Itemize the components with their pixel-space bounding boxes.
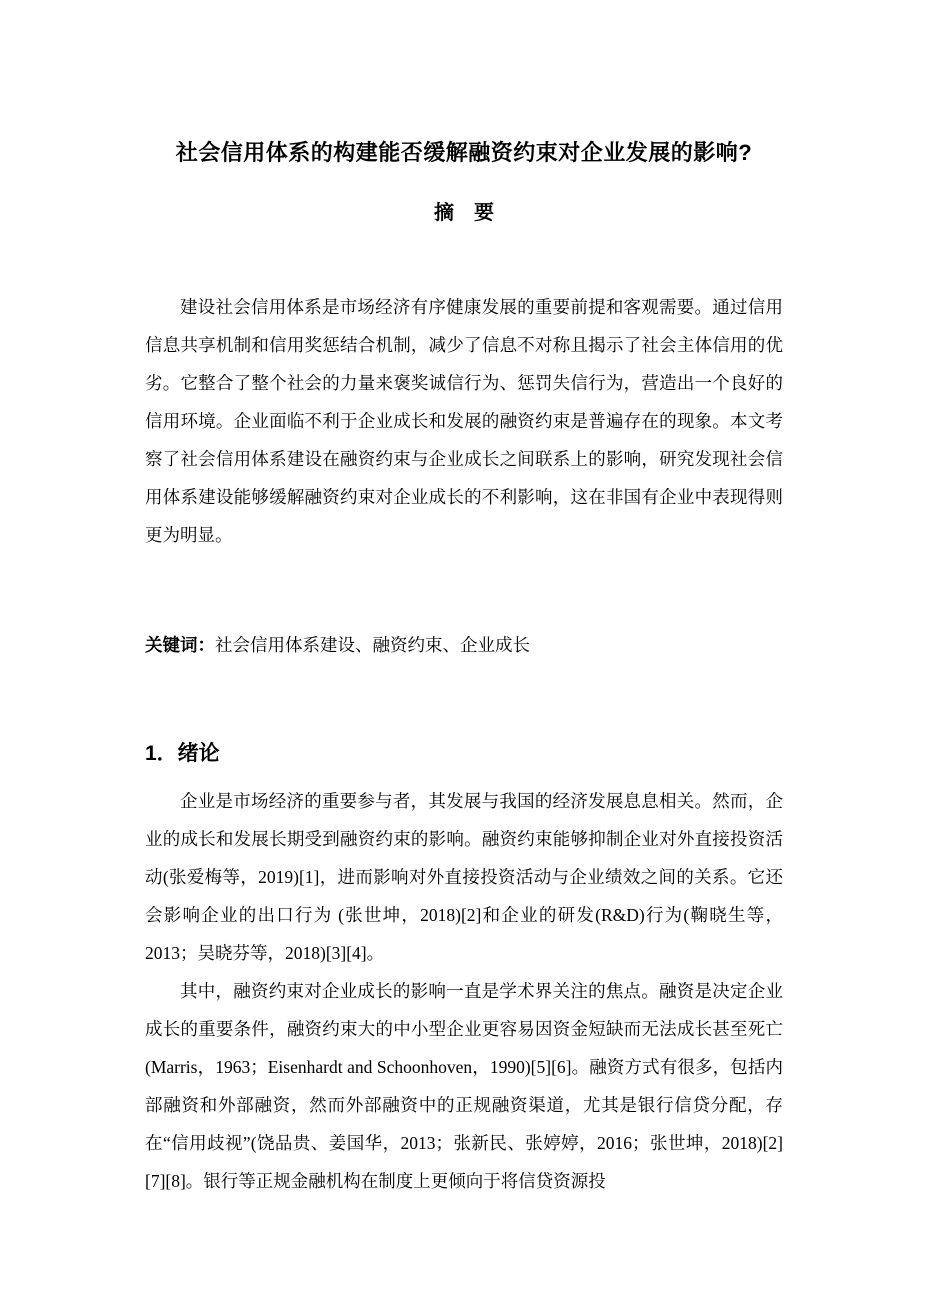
keywords-line xyxy=(145,632,783,658)
keywords-label: 关键词： xyxy=(145,635,215,655)
section-1-paragraph-1: 企业是市场经济的重要参与者，其发展与我国的经济发展息息相关。然而，企业的成长和发展长期受到融资约束的影响。融资约束能够抑制企业对外直接投资活动(张爱梅等，2019)[1]，进而影响对外直接投资活动与企业绩效之间的关系。它还会影响企业的出口行为 (张世坤，2018)[2]和企业的研发(R&D)行为(鞠晓生等，2013；吴晓芬等，2018)[3][4]。 xyxy=(145,791,783,963)
abstract-heading: 摘 要 xyxy=(434,202,494,224)
section-1-heading: 1．绪论 xyxy=(145,742,220,765)
keywords-text: 社会信用体系建设、融资约束、企业成长 xyxy=(215,635,530,655)
abstract-text: 建设社会信用体系是市场经济有序健康发展的重要前提和客观需要。通过信用信息共享机制和信用奖惩结合机制，减少了信息不对称且揭示了社会主体信用的优劣。它整合了整个社会的力量来褒奖诚信行为、惩罚失信行为，营造出一个良好的信用环境。企业面临不利于企业成长和发展的融资约束是普遍存在的现象。本文考察了社会信用体系建设在融资约束与企业成长之间联系上的影响，研究发现社会信用体系建设能够缓解融资约束对企业成长的不利影响，这在非国有企业中表现得则更为明显。 xyxy=(145,297,783,545)
paper-title: 社会信用体系的构建能否缓解融资约束对企业发展的影响? xyxy=(175,140,753,165)
section-1-paragraph-2: 其中，融资约束对企业成长的影响一直是学术界关注的焦点。融资是决定企业成长的重要条件，融资约束大的中小型企业更容易因资金短缺而无法成长甚至死亡(Marris，1963；Eisenhardt and Schoonhoven，1990)[5][6]。融资方式有很多，包括内部融资和外部融资，然而外部融资中的正规融资渠道，尤其是银行信贷分配，存在“信用歧视”(饶品贵、姜国华，2013；张新民、张婷婷，2016；张世坤，2018)[2][7][8]。银行等正规金融机构在制度上更倾向于将信贷资源投 xyxy=(145,981,783,1191)
